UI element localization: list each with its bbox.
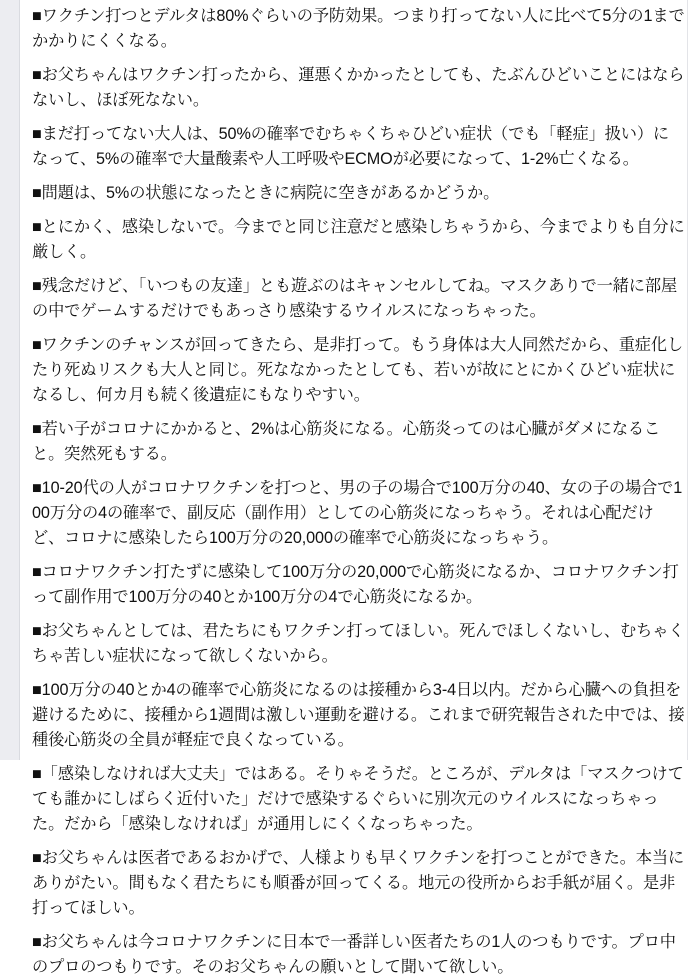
paragraph: ■お父ちゃんは今コロナワクチンに日本で一番詳しい医者たちの1人のつもりです。プロ中のプロのつもりです。そのお父ちゃんの願いとして聞いて欲しい。 <box>32 933 676 976</box>
paragraph: ■ワクチンのチャンスが回ってきたら、是非打って。もう身体は大人同然だから、重症化したり死ぬリスクも大人と同じ。死ななかったとしても、若いが故にとにかくひどい症状になるし、何カ月も続く後遺症にもなりやすい。 <box>32 336 684 404</box>
paragraph: ■とにかく、感染しないで。今までと同じ注意だと感染しちゃうから、今までよりも自分に厳しく。 <box>32 218 685 261</box>
paragraph: ■100万分の40とか4の確率で心筋炎になるのは接種から3-4日以内。だから心臓への負担を避けるために、接種から1週間は激しい運動を避ける。これまで研究報告された中では、接種後心筋炎の全員が軽症で良くなっている。 <box>32 681 685 749</box>
paragraph: ■残念だけど、「いつもの友達」とも遊ぶのはキャンセルしてね。マスクありで一緒に部屋の中でゲームするだけでもあっさり感染するウイルスになっちゃった。 <box>32 277 678 320</box>
right-margin-rule <box>687 0 688 760</box>
paragraph: ■「感染しなければ大丈夫」ではある。そりゃそうだ。ところが、デルタは「マスクつけてても誰かにしばらく近付いた」だけで感染するぐらいに別次元のウイルスになっちゃった。だから「感染しなければ」が通用しにくくなっちゃった。 <box>32 765 684 833</box>
document-body <box>20 0 699 976</box>
paragraph: ■コロナワクチン打たずに感染して100万分の20,000で心筋炎になるか、コロナワクチン打って副作用で100万分の40とか100万分の4で心筋炎になるか。 <box>32 563 679 606</box>
left-gutter <box>0 0 20 760</box>
paragraph: ■まだ打ってない大人は、50%の確率でむちゃくちゃひどい症状（でも「軽症」扱い）になって、5%の確率で大量酸素や人工呼吸やECMOが必要になって、1-2%亡くなる。 <box>32 125 670 168</box>
paragraph: ■若い子がコロナにかかると、2%は心筋炎になる。心筋炎ってのは心臓がダメになること。突然死もする。 <box>32 420 661 463</box>
paragraph: ■問題は、5%の状態になったときに病院に空きがあるかどうか。 <box>32 184 500 202</box>
paragraph: ■10-20代の人がコロナワクチンを打つと、男の子の場合で100万分の40、女の子の場合で100万分の4の確率で、副反応（副作用）としての心筋炎になっちゃう。それは心配だけど、コロナに感染したら100万分の20,000の確率で心筋炎になっちゃう。 <box>32 479 683 547</box>
paragraph: ■ワクチン打つとデルタは80%ぐらいの予防効果。つまり打ってない人に比べて5分の1までかかりにくくなる。 <box>32 7 685 50</box>
paragraph: ■お父ちゃんとしては、君たちにもワクチン打ってほしい。死んでほしくないし、むちゃくちゃ苦しい症状になって欲しくないから。 <box>32 622 685 665</box>
paragraph: ■お父ちゃんは医者であるおかげで、人様よりも早くワクチンを打つことができた。本当にありがたい。間もなく君たちにも順番が回ってくる。地元の役所からお手紙が届く。是非打ってほしい。 <box>32 849 685 917</box>
paragraph: ■お父ちゃんはワクチン打ったから、運悪くかかったとしても、たぶんひどいことにはならないし、ほぼ死なない。 <box>32 66 685 109</box>
